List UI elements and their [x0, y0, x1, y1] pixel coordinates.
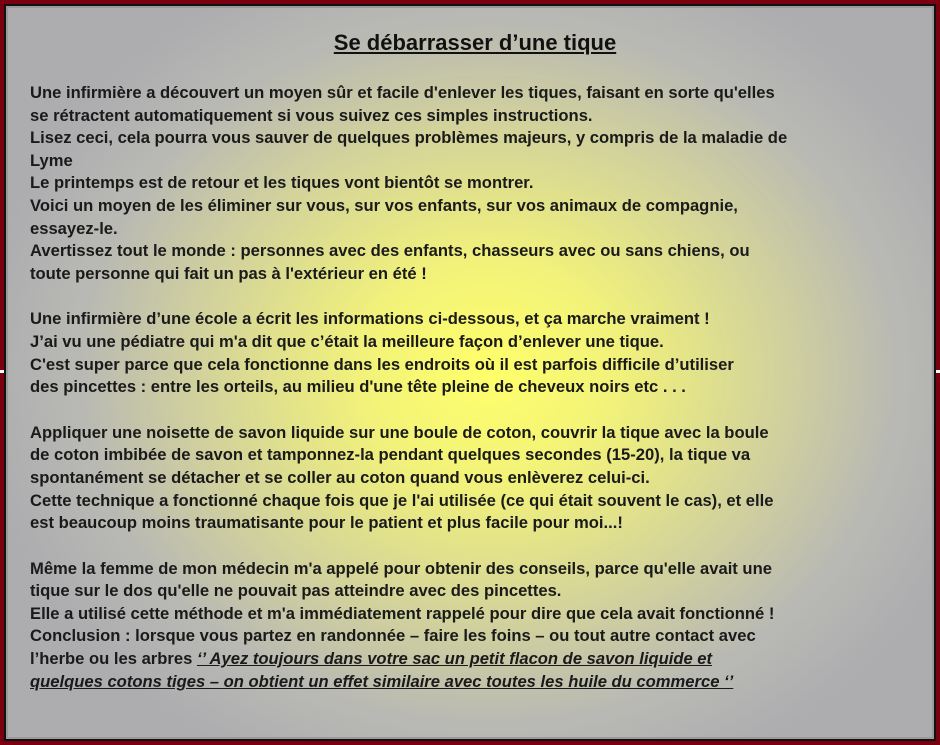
text-line: Avertissez tout le monde : personnes avec des enfants, chasseurs avec ou sans chiens, ou [30, 241, 750, 261]
text-line: Conclusion : lorsque vous partez en randonnée – faire les foins – ou tout autre contact avec [30, 626, 756, 646]
emphasis-advice: quelques cotons tiges – on obtient un effet similaire avec toutes les huile du commerce ‘’ [30, 671, 734, 691]
document-body [30, 82, 910, 693]
text-line-prefix: l’herbe ou les arbres [30, 649, 197, 669]
text-line: J’ai vu une pédiatre qui m'a dit que c’était la meilleure façon d’enlever une tique. [30, 331, 664, 351]
document-panel [6, 6, 934, 739]
text-line: Le printemps est de retour et les tiques vont bientôt se montrer. [30, 173, 534, 193]
text-line: Appliquer une noisette de savon liquide sur une boule de coton, couvrir la tique avec la boule [30, 422, 769, 442]
text-line: Une infirmière d’une école a écrit les informations ci-dessous, et ça marche vraiment ! [30, 309, 710, 329]
text-line: Voici un moyen de les éliminer sur vous, sur vos enfants, sur vos animaux de compagnie, [30, 195, 738, 215]
text-line: de coton imbibée de savon et tamponnez-la pendant quelques secondes (15-20), la tique va [30, 445, 751, 465]
text-line: tique sur le dos qu'elle ne pouvait pas atteindre avec des pincettes. [30, 581, 562, 601]
text-line: C'est super parce que cela fonctionne dans les endroits où il est parfois difficile d’utiliser [30, 354, 734, 374]
emphasis-advice: ‘’ Ayez toujours dans votre sac un petit flacon de savon liquide et [196, 649, 713, 669]
text-line: spontanément se détacher et se coller au coton quand vous enlèverez celui-ci. [30, 467, 650, 487]
text-line: est beaucoup moins traumatisante pour le patient et plus facile pour moi...! [30, 513, 623, 533]
paragraph-2 [30, 308, 910, 398]
right-edge-mark [936, 370, 940, 373]
page-title: Se débarrasser d’une tique [333, 30, 617, 55]
text-line: toute personne qui fait un pas à l'extérieur en été ! [30, 263, 427, 283]
text-line: Elle a utilisé cette méthode et m'a immédiatement rappelé pour dire que cela avait fonctionné ! [30, 603, 775, 623]
text-line: Cette technique a fonctionné chaque fois que je l'ai utilisée (ce qui était souvent le cas), et elle [30, 490, 774, 510]
text-line: des pincettes : entre les orteils, au milieu d'une tête pleine de cheveux noirs etc . . . [30, 377, 686, 397]
left-edge-mark [0, 370, 4, 373]
text-line: Même la femme de mon médecin m'a appelé pour obtenir des conseils, parce qu'elle avait une [30, 558, 772, 578]
text-line: se rétractent automatiquement si vous suivez ces simples instructions. [30, 105, 593, 125]
paragraph-3 [30, 422, 910, 535]
paragraph-1 [30, 82, 910, 285]
text-line: essayez-le. [30, 218, 118, 238]
text-line: Une infirmière a découvert un moyen sûr et facile d'enlever les tiques, faisant en sorte qu'elles [30, 83, 775, 102]
text-line: Lyme [30, 150, 73, 170]
text-line: Lisez ceci, cela pourra vous sauver de quelques problèmes majeurs, y compris de la maladie de [30, 128, 788, 148]
text-line [30, 648, 910, 671]
paragraph-4 [30, 558, 910, 694]
